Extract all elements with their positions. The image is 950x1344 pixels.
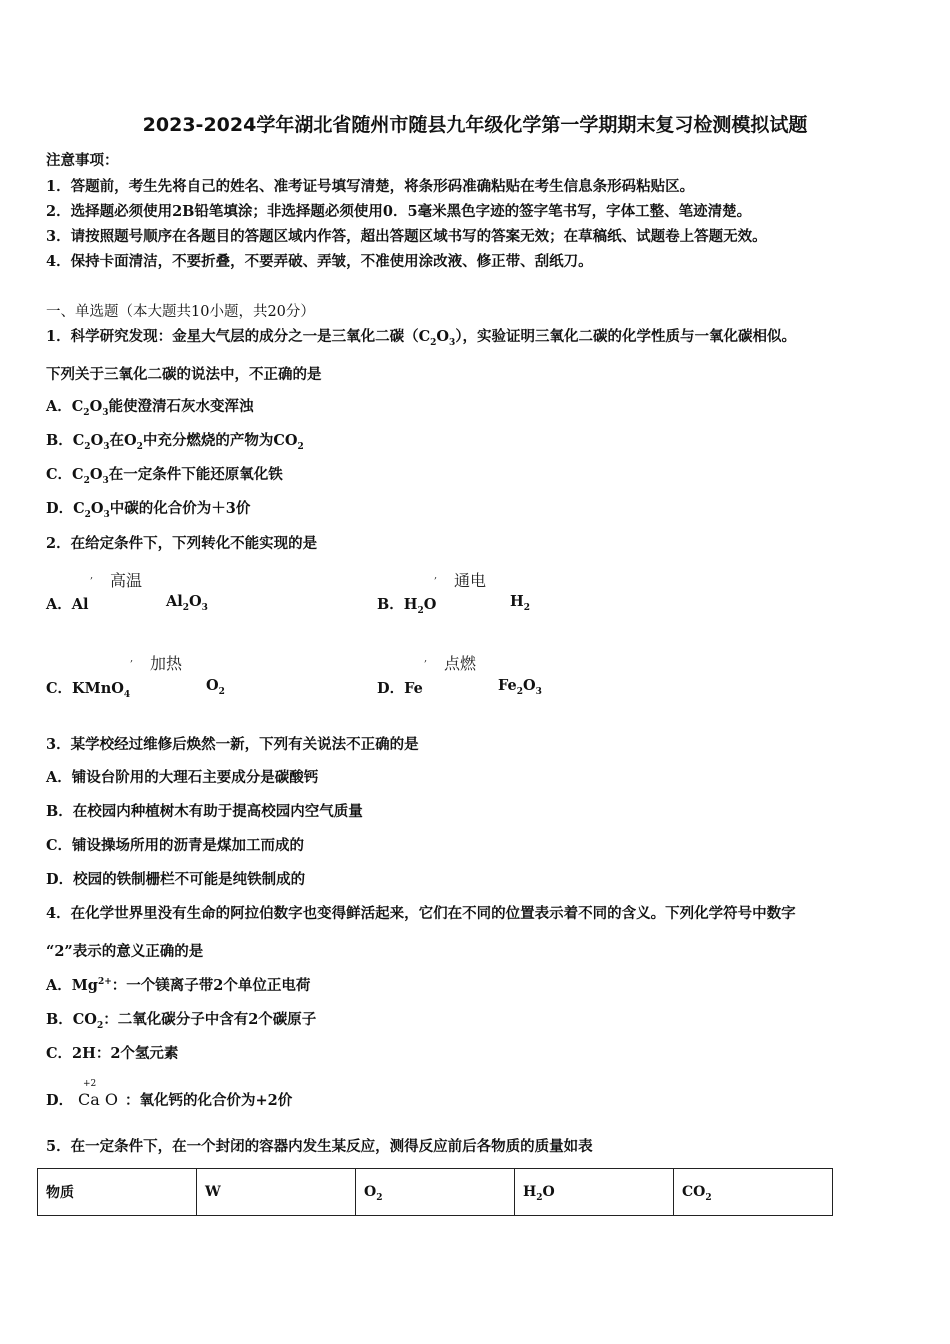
- q1-option-d: D．$C_2O_3$中碳的化合价为＋3价: [46, 500, 251, 520]
- q2-c-arrow-mark: ,: [130, 653, 134, 664]
- notice-heading: 注意事项：: [46, 152, 119, 169]
- q1-option-a: A．$C_2O_3$能使澄清石灰水变浑浊: [46, 398, 254, 418]
- q2-c-product: $O_2$: [206, 677, 225, 697]
- q2-option-b-label: B．$H_2O$: [377, 596, 437, 616]
- q2-d-condition: 点燃: [444, 654, 477, 673]
- q2-d-arrow-mark: ,: [424, 653, 428, 664]
- q3-stem: 3．某学校经过维修后焕然一新，下列有关说法不正确的是: [46, 736, 419, 753]
- q4-option-d-label: D．: [46, 1092, 74, 1109]
- q1-stem-sub-1: 2: [430, 337, 437, 348]
- q2-a-product-text: Al: [166, 593, 183, 610]
- q4-option-a: [46, 977, 310, 995]
- table-header-h2o: $H_2O$: [515, 1169, 674, 1216]
- q4-option-c: C．2H：2个氢元素: [46, 1045, 179, 1062]
- q3-option-a: A．铺设台阶用的大理石主要成分是碳酸钙: [46, 769, 319, 786]
- q4-option-a-pre: A．Mg: [46, 977, 98, 994]
- q4-stem-line-1: 4．在化学世界里没有生命的阿拉伯数字也变得鲜活起来，它们在不同的位置表示着不同的含义。下列化学符号中数字: [46, 905, 796, 922]
- q1-stem-sub-2: 3: [449, 337, 456, 348]
- q4-option-d-charge: +2: [83, 1079, 97, 1089]
- q5-mass-table: [37, 1168, 833, 1216]
- q2-b-condition: 通电: [454, 571, 487, 590]
- q4-option-b-pre: B．CO: [46, 1011, 97, 1028]
- q4-option-d-text: ：氧化钙的化合价为+2价: [125, 1092, 293, 1109]
- notice-item-3: 3．请按照题号顺序在各题目的答题区域内作答，超出答题区域书写的答案无效；在草稿纸、试题卷上答题无效。: [46, 228, 767, 245]
- q2-b-product: $H_2$: [510, 593, 530, 613]
- q1-option-c: C．$C_2O_3$在一定条件下能还原氧化铁: [46, 466, 283, 486]
- section-heading: 一、单选题（本大题共10小题，共20分）: [46, 304, 315, 320]
- notice-item-4: 4．保持卡面清洁，不要折叠，不要弄破、弄皱，不准使用涂改液、修正带、刮纸刀。: [46, 253, 593, 270]
- q3-option-d: D．校园的铁制栅栏不可能是纯铁制成的: [46, 871, 306, 888]
- q3-option-c: C．铺设操场所用的沥青是煤加工而成的: [46, 837, 305, 854]
- q2-stem: 2．在给定条件下，下列转化不能实现的是: [46, 535, 318, 552]
- q1-stem-text-e: ），实验证明三氧化二碳的化学性质与一氧化碳相似。: [455, 328, 797, 345]
- q2-a-condition: 高温: [110, 571, 143, 590]
- q2-a-reactant: Al: [71, 596, 89, 613]
- q5-stem: 5．在一定条件下，在一个封闭的容器内发生某反应，测得反应前后各物质的质量如表: [46, 1138, 593, 1155]
- q1-option-b-text-1: 在O: [109, 432, 137, 449]
- notice-item-1: 1．答题前，考生先将自己的姓名、准考证号填写清楚，将条形码准确粘贴在考生信息条形码粘贴区。: [46, 178, 695, 195]
- q4-option-a-post: ：一个镁离子带2个单位正电荷: [111, 977, 311, 994]
- q2-d-product-text: Fe: [498, 677, 517, 694]
- q2-b-product-text: H: [510, 593, 524, 610]
- q2-d-product: $Fe_2O_3$: [498, 677, 542, 697]
- q2-option-a-label: A．Al: [46, 596, 89, 613]
- q2-a-product: $Al_2O_3$: [166, 593, 208, 613]
- table-header-w: W: [197, 1169, 356, 1216]
- q1-stem2: 下列关于三氧化二碳的说法中，不正确的是: [46, 366, 322, 383]
- q2-d-reactant: Fe: [404, 680, 423, 697]
- q2-b-reactant: H: [403, 596, 418, 613]
- q1-option-b: B．$C_2O_3$在$O_2$中充分燃烧的产物为$CO_2$: [46, 432, 304, 452]
- table-header-o2: $O_2$: [356, 1169, 515, 1216]
- q1-stem-text-c: O: [436, 328, 450, 345]
- q3-option-b: B．在校园内种植树木有助于提高校园内空气质量: [46, 803, 363, 820]
- q2-option-d-label: D．Fe: [377, 680, 423, 697]
- q2-a-arrow-mark: ,: [90, 570, 94, 581]
- q1-stem-text-a: 1．科学研究发现：金星大气层的成分之一是三氧化二碳（C: [46, 328, 431, 345]
- q1-option-a-text: 能使澄清石灰水变浑浊: [108, 398, 254, 415]
- q1-option-b-text-2: 中充分燃烧的产物为CO: [142, 432, 298, 449]
- q1-option-d-text: 中碳的化合价为＋3价: [109, 500, 251, 517]
- table-header-co2: $CO_2$: [674, 1169, 833, 1216]
- q4-option-a-sup: 2+: [97, 977, 112, 988]
- q2-option-c-label: C．KMnO$_4$: [46, 680, 131, 700]
- q2-c-product-text: O: [206, 677, 219, 694]
- page-title: 2023-2024学年湖北省随州市随县九年级化学第一学期期末复习检测模拟试题: [142, 114, 808, 136]
- q1-stem: [46, 328, 796, 346]
- q2-b-arrow-mark: ,: [434, 570, 438, 581]
- q4-option-d-formula: Ca O: [78, 1090, 118, 1109]
- q4-option-b-post: ：二氧化碳分子中含有2个碳原子: [103, 1011, 317, 1028]
- q2-c-reactant: KMnO: [72, 680, 124, 697]
- q4-stem-line-2: “2”表示的意义正确的是: [46, 943, 204, 960]
- notice-item-2: 2．选择题必须使用2B铅笔填涂；非选择题必须使用0．5毫米黑色字迹的签字笔书写，字体工整、笔迹清楚。: [46, 203, 752, 220]
- q2-c-condition: 加热: [150, 654, 183, 673]
- q4-option-b: B．$CO_2$：二氧化碳分子中含有2个碳原子: [46, 1011, 317, 1031]
- q1-option-c-text: 在一定条件下能还原氧化铁: [108, 466, 283, 483]
- table-header-substance: 物质: [38, 1169, 197, 1216]
- table-row: [38, 1169, 833, 1216]
